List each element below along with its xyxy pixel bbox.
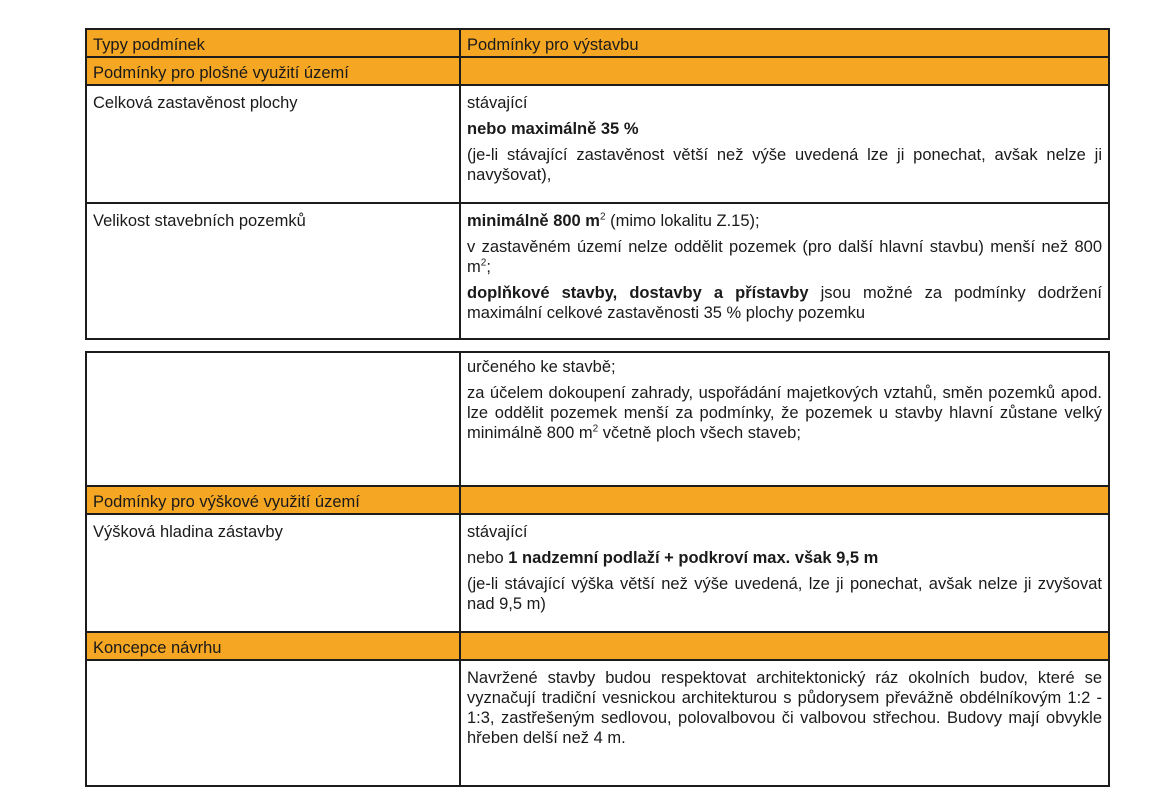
row-label-pozemky: Velikost stavebních pozemků <box>86 203 460 339</box>
section-title-koncepce: Koncepce návrhu <box>86 632 460 660</box>
table-row-vyska <box>86 514 1109 632</box>
table-header-row <box>86 29 1109 57</box>
zastavenost-max <box>467 119 1102 139</box>
vyska-max-prefix: nebo <box>467 549 509 567</box>
conditions-table-part-1 <box>85 28 1110 340</box>
pozemky-minimum <box>467 211 1102 231</box>
row-label-vyska: Výšková hladina zástavby <box>86 514 460 632</box>
row-value-koncepce <box>460 660 1109 786</box>
pozemky-exception-sup: 2 <box>592 423 599 435</box>
pozemky-additional <box>467 283 1102 323</box>
section-title-plosne: Podmínky pro plošné využití území <box>86 57 460 85</box>
table-row-pozemky <box>86 203 1109 339</box>
pozemky-exception <box>467 383 1102 443</box>
pozemky-exception-text: za účelem dokoupení zahrady, uspořádání majetkových vztahů, směn pozemků apod. lze oddělit pozemek menší za podmínky, že pozemek u stavby hlavní zůstane velký minimálně 800 m <box>467 384 1102 442</box>
pozemky-minimum-rest: (mimo lokalitu Z.15); <box>605 212 760 230</box>
vyska-max-bold: 1 nadzemní podlaží + podkroví max. však 9,5 m <box>508 549 879 567</box>
row-value-vyska <box>460 514 1109 632</box>
header-construction-conditions: Podmínky pro výstavbu <box>460 29 1109 57</box>
section-empty-cell <box>460 632 1109 660</box>
table-row-zastavenost <box>86 85 1109 203</box>
pozemky-minimum-sup: 2 <box>599 211 606 223</box>
conditions-table-part-2 <box>85 351 1110 787</box>
table-row-pozemky-continued <box>86 352 1109 486</box>
pozemky-purpose: určeného ke stavbě; <box>467 358 616 376</box>
header-condition-type: Typy podmínek <box>86 29 460 57</box>
pozemky-division <box>467 237 1102 277</box>
section-title-vyskove: Podmínky pro výškové využití území <box>86 486 460 514</box>
section-row-koncepce <box>86 632 1109 660</box>
section-empty-cell <box>460 57 1109 85</box>
section-row-plosne <box>86 57 1109 85</box>
vyska-max <box>467 548 1102 568</box>
zastavenost-existing: stávající <box>467 94 528 112</box>
zastavenost-note: (je-li stávající zastavěnost větší než výše uvedená lze ji ponechat, avšak nelze ji navyšovat), <box>467 146 1102 184</box>
koncepce-text: Navržené stavby budou respektovat architektonický ráz okolních budov, které se vyznačují tradiční vesnickou architekturou s půdorysem převážně obdélníkovým 1:2 - 1:3, zastřešeným sedlovou, polovalbovou či valbovou střechou. Budovy mají obvykle hřeben delší než 4 m. <box>467 669 1102 747</box>
pozemky-division-end: ; <box>486 258 491 276</box>
row-label-empty <box>86 660 460 786</box>
row-value-zastavenost <box>460 85 1109 203</box>
pozemky-additional-bold: doplňkové stavby, dostavby a přístavby <box>467 284 809 302</box>
vyska-note: (je-li stávající výška větší než výše uvedená, lze ji ponechat, avšak nelze ji zvyšovat nad 9,5 m) <box>467 575 1102 613</box>
vyska-existing: stávající <box>467 523 528 541</box>
table-row-koncepce <box>86 660 1109 786</box>
row-value-pozemky-continued <box>460 352 1109 486</box>
section-row-vyskove <box>86 486 1109 514</box>
pozemky-division-sup: 2 <box>480 257 487 269</box>
row-label-empty <box>86 352 460 486</box>
pozemky-additional-rest: jsou možné za podmínky dodržení maximální celkové zastavěnosti 35 % plochy pozemku <box>467 284 1102 322</box>
pozemky-division-text: v zastavěném území nelze oddělit pozemek (pro další hlavní stavbu) menší než 800 m <box>467 238 1102 276</box>
zastavenost-max-text: nebo maximálně 35 % <box>467 120 639 138</box>
row-label-zastavenost: Celková zastavěnost plochy <box>86 85 460 203</box>
pozemky-minimum-bold: minimálně 800 m <box>467 212 600 230</box>
row-value-pozemky <box>460 203 1109 339</box>
pozemky-exception-end: včetně ploch všech staveb; <box>598 424 801 442</box>
section-empty-cell <box>460 486 1109 514</box>
